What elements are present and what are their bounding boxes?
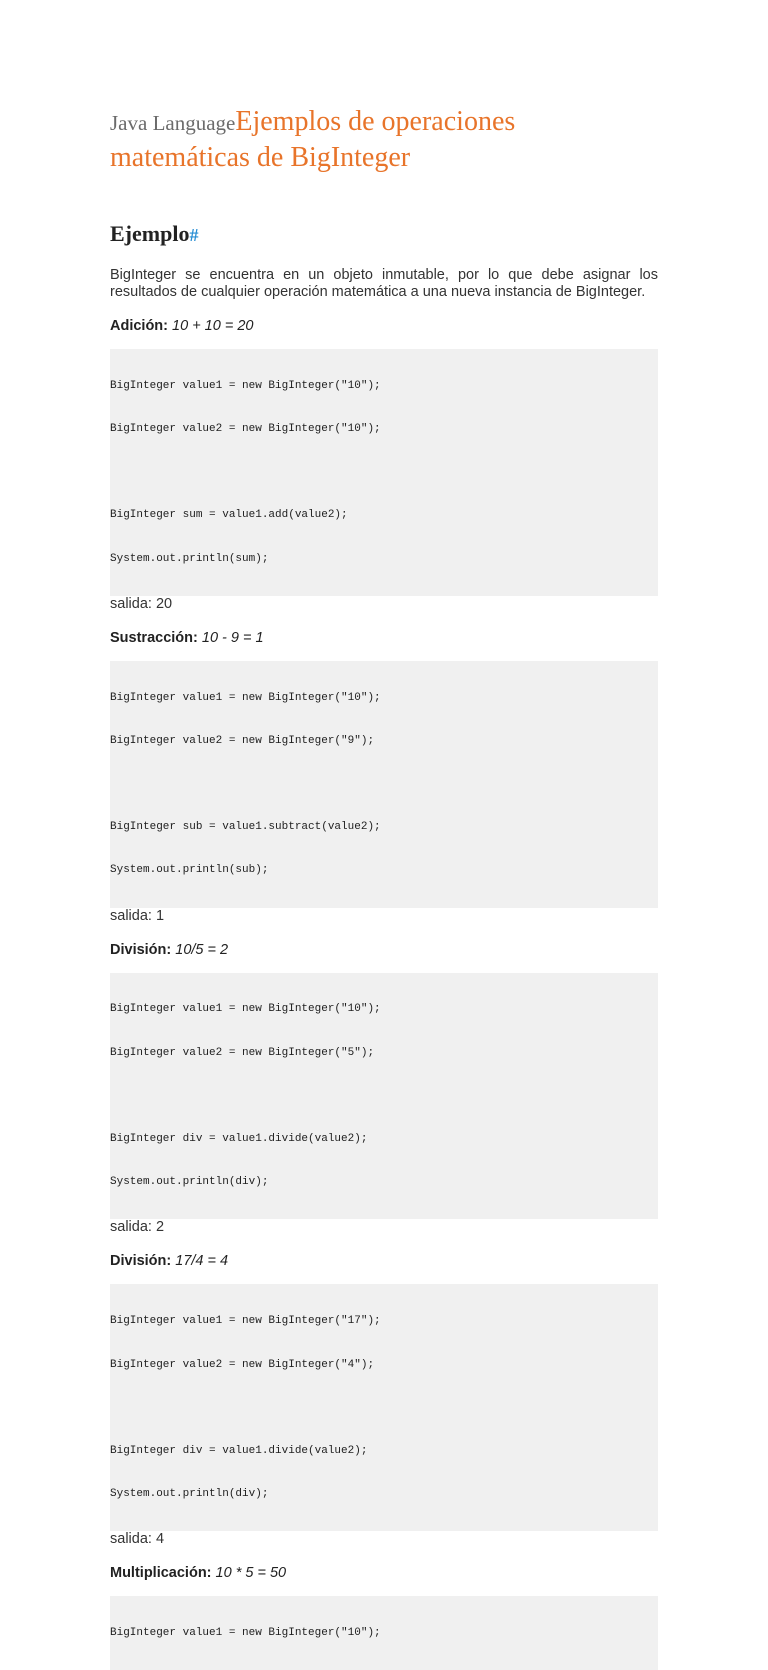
operation-example: [110, 1252, 658, 1548]
output-text: salida: 1: [110, 907, 165, 924]
operation-title: [110, 1564, 658, 1582]
article-body: [110, 104, 658, 1670]
code-line: BigInteger value2 = new BigInteger("9");: [110, 734, 375, 747]
operation-expression: 10 - 9 = 1: [201, 629, 264, 646]
operation-title: [110, 941, 658, 959]
output-text: salida: 4: [110, 1531, 165, 1548]
code-line: BigInteger value1 = new BigInteger("10");: [110, 379, 381, 392]
code-line: BigInteger div = value1.divide(value2);: [110, 1444, 368, 1457]
output-text: salida: 2: [110, 1219, 165, 1236]
operation-title: [110, 629, 658, 647]
operation-expression: 10 + 10 = 20: [172, 318, 254, 334]
code-line: BigInteger value2 = new BigInteger("4");: [110, 1358, 375, 1371]
code-line: [110, 465, 658, 479]
code-line: [110, 1089, 658, 1103]
section-heading-text: Ejemplo: [110, 221, 190, 246]
code-line: BigInteger div = value1.divide(value2);: [110, 1133, 368, 1146]
code-line: BigInteger sum = value1.add(value2);: [110, 509, 348, 522]
code-line: [110, 1401, 658, 1415]
code-line: [110, 777, 658, 791]
code-block: [110, 1284, 658, 1531]
operation-title: [110, 1252, 658, 1270]
code-line: BigInteger sub = value1.subtract(value2);: [110, 821, 381, 834]
operation-expression: 10 * 5 = 50: [215, 1565, 287, 1582]
operation-expression: 17/4 = 4: [175, 1253, 229, 1270]
operation-expression: 10/5 = 2: [175, 941, 229, 958]
operation-label: Adición:: [110, 318, 168, 334]
code-line: System.out.println(sum);: [110, 552, 269, 565]
code-line: BigInteger value1 = new BigInteger("10");: [110, 1627, 381, 1640]
code-line: BigInteger value1 = new BigInteger("17");: [110, 1315, 381, 1328]
code-line: BigInteger value2 = new BigInteger("10");: [110, 423, 381, 436]
code-line: System.out.println(div);: [110, 1488, 269, 1501]
operation-example: [110, 317, 658, 613]
code-block: [110, 661, 658, 908]
code-block: [110, 973, 658, 1220]
code-block: [110, 349, 658, 596]
code-line: System.out.println(sub);: [110, 864, 269, 877]
title-line-2: matemáticas de BigInteger: [110, 142, 411, 173]
operation-label: División:: [110, 1253, 172, 1270]
code-line: System.out.println(div);: [110, 1176, 269, 1189]
code-line: BigInteger value2 = new BigInteger("5");: [110, 1046, 375, 1059]
operation-label: División:: [110, 941, 172, 958]
code-line: BigInteger value1 = new BigInteger("10");: [110, 691, 381, 704]
page-title: [110, 104, 658, 176]
operation-example: [110, 1564, 658, 1670]
title-kicker: Java Language: [110, 111, 236, 135]
operations-list: [110, 317, 658, 1670]
operation-example: [110, 941, 658, 1237]
section-anchor-link[interactable]: #: [189, 225, 199, 245]
operation-example: [110, 629, 658, 925]
operation-title: [110, 317, 658, 335]
operation-label: Multiplicación:: [110, 1565, 212, 1582]
operation-label: Sustracción:: [110, 629, 198, 646]
section-heading: [110, 220, 658, 249]
output-text: salida: 20: [110, 595, 173, 612]
code-line: BigInteger value1 = new BigInteger("10");: [110, 1003, 381, 1016]
title-line-1: Ejemplos de operaciones: [235, 106, 516, 137]
intro-paragraph: BigInteger se encuentra en un objeto inmutable, por lo que debe asignar los resultados de cualquier operación matemática a una nueva instancia de BigInteger.: [110, 267, 658, 300]
code-block: [110, 1596, 658, 1670]
